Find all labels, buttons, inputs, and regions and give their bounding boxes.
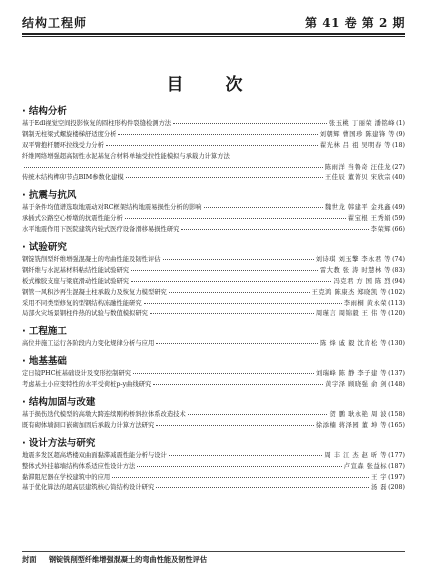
- leader-dots: [188, 414, 328, 415]
- leader-dots: [156, 343, 318, 344]
- section-heading: [22, 241, 405, 255]
- article-authors: 周瑾言 周锦毅 王 伟 等: [315, 310, 388, 318]
- journal-name: 结构工程师: [22, 16, 88, 30]
- article-title: 基于Edl视觉空间投影恢复的圆柱形构件裂缝检测方法: [22, 120, 172, 127]
- section-name: 试验研究: [28, 242, 67, 254]
- article-title: 整体式外挂幕墙结构体系适应性设计方法: [22, 462, 136, 470]
- article-title: 黏滞阻尼器在学校建筑中的应用: [22, 473, 111, 481]
- article-title: 考虑基土小应变特性的水平受荷桩p-y曲线研究: [22, 381, 152, 389]
- toc-section: [22, 325, 405, 350]
- toc-entry[interactable]: [22, 214, 405, 225]
- toc-entry[interactable]: [22, 119, 405, 130]
- article-title: 定日镜PHC桩基础设计及变形控制研究: [22, 370, 131, 378]
- leader-dots: [131, 281, 331, 282]
- toc-entry[interactable]: [22, 369, 405, 380]
- section-heading: [22, 437, 405, 451]
- page-number: (130): [388, 340, 405, 348]
- article-title: 水平地震作用下医院建筑内轮式医疗设备滑移易损性研究: [22, 226, 180, 234]
- toc-entry[interactable]: [22, 277, 405, 288]
- leader-dots: [169, 455, 323, 456]
- article-title: 钢纤维与水泥基材料粘结性能试验研究: [22, 266, 130, 274]
- toc-entry[interactable]: [22, 266, 405, 277]
- page-number: (9): [396, 130, 405, 138]
- page-title: 目 次: [166, 75, 261, 95]
- toc-entry[interactable]: [22, 141, 405, 152]
- page-number: (18): [392, 141, 405, 149]
- cover-label: 封面: [22, 555, 37, 564]
- bullet-icon: ·: [22, 326, 26, 338]
- article-title: 局部火灾场景钢柱件热的试验与数值模拟研究: [22, 310, 148, 318]
- article-authors: 冯克君 方 国 陈 烈: [333, 277, 392, 285]
- article-title: 钢锭铣削型纤维增强混凝土的弯曲性能及韧性评估: [22, 256, 161, 264]
- article-title: 基于条件均值谱选取地震动对RC框架结构地震易损性分析的影响: [22, 204, 202, 212]
- toc-entry[interactable]: [22, 152, 405, 163]
- article-authors: 王 宇: [370, 473, 388, 481]
- page-number: (137): [388, 370, 405, 378]
- article-title: 基于损伤迭代模型的高墩大跨连续刚构桥斜拉体系改造技术: [22, 411, 186, 419]
- footer-rule: [22, 551, 405, 552]
- article-title: 钢管一风积沙再生混凝土柱承载力及恢复力模型研究: [22, 288, 167, 296]
- leader-dots: [106, 145, 318, 146]
- toc-entry[interactable]: [22, 462, 405, 473]
- toc-entry[interactable]: [22, 309, 405, 320]
- toc-section: [22, 241, 405, 320]
- toc-section: [22, 189, 405, 236]
- toc-entry[interactable]: [22, 163, 405, 174]
- page-number: (40): [392, 174, 405, 182]
- leader-dots: [137, 466, 341, 467]
- toc-entry[interactable]: [22, 288, 405, 299]
- section-name: 工程施工: [28, 326, 67, 338]
- article-title: 纤维网络增强超高韧性水泥基复合材料单轴受拉性能模拟与承载力计算方法: [22, 152, 230, 160]
- article-authors: 魏世龙 韩建平 金兆鑫: [324, 204, 392, 212]
- article-title: 基于优化算法的超高层建筑核心筒结构设计研究: [22, 484, 155, 492]
- article-authors: 翟宝根 王秀娟: [347, 215, 392, 223]
- section-heading: [22, 189, 405, 203]
- leader-dots: [163, 259, 314, 260]
- toc-entry[interactable]: [22, 130, 405, 141]
- leader-dots: [153, 384, 323, 385]
- article-authors: 贺 鹏 耿永艳 周 波: [329, 411, 388, 419]
- page-number: (165): [388, 421, 405, 429]
- article-title: 板式橡胶支座与梁底滑动性能试验研究: [22, 277, 130, 285]
- article-authors: 徐添楠 蒋泽园 董 坤 等: [315, 421, 388, 429]
- article-authors: 刘朝辉 曹国珍 陈建锋 等: [319, 130, 396, 138]
- page-number: (49): [392, 204, 405, 212]
- bullet-icon: ·: [22, 437, 26, 449]
- page-number: (27): [392, 163, 405, 171]
- article-title: 高位井施工运行各阶段内力变化规律分析与应用: [22, 340, 155, 348]
- section-name: 结构加固与改建: [28, 397, 96, 409]
- article-authors: 李荣辉: [370, 226, 392, 234]
- page-number: (102): [388, 288, 405, 296]
- article-authors: 王佳辰 董菁贝 宋欣宗: [324, 174, 392, 182]
- section-name: 结构分析: [28, 106, 67, 117]
- page-number: (177): [388, 451, 405, 459]
- article-authors: 刘诗琪 刘玉擎 李永君 等: [315, 256, 392, 264]
- page-number: (59): [392, 215, 405, 223]
- toc-section: [22, 355, 405, 391]
- leader-dots: [156, 425, 314, 426]
- toc-entry[interactable]: [22, 255, 405, 266]
- leader-dots: [181, 229, 368, 230]
- leader-dots: [150, 313, 314, 314]
- toc-entry[interactable]: [22, 203, 405, 214]
- toc-entry[interactable]: [22, 421, 405, 432]
- leader-dots: [131, 270, 318, 271]
- section-name: 抗震与抗风: [28, 190, 77, 202]
- leader-dots: [118, 134, 317, 135]
- section-heading: [22, 325, 405, 339]
- article-authors: 王克鸿 陈康杰 郑晓凯 等: [311, 288, 388, 296]
- page-number: (208): [388, 484, 405, 492]
- leader-dots: [169, 292, 310, 293]
- toc-entry[interactable]: [22, 473, 405, 484]
- article-authors: 汤 磊: [370, 484, 388, 492]
- toc-entry[interactable]: [22, 173, 405, 184]
- toc-entry[interactable]: [22, 451, 405, 462]
- article-authors: 刘瑞峰 陈 静 李子建 等: [315, 370, 388, 378]
- leader-dots: [112, 477, 369, 478]
- leader-dots: [173, 123, 327, 124]
- article-title: 传统木结构榫卯节点BIM参数化建模: [22, 174, 124, 182]
- article-authors: 张玉桃 丁丽荣 潘铭峰: [328, 120, 396, 127]
- toc-entry[interactable]: [22, 299, 405, 310]
- leader-dots: [24, 167, 323, 168]
- page-number: (120): [388, 310, 405, 318]
- leader-dots: [133, 373, 314, 374]
- article-authors: 黄宇泽 顾晓强 俞 剑: [325, 381, 388, 389]
- leader-dots: [125, 218, 346, 219]
- leader-dots: [156, 487, 369, 488]
- page-number: (83): [392, 266, 405, 274]
- section-heading: [22, 355, 405, 369]
- article-title: 采用不同类型修复的型钢结构冻融性能研究: [22, 299, 142, 307]
- page-number: (113): [388, 299, 405, 307]
- cover-note: [22, 555, 405, 565]
- article-title: 钢制无柱梁式螺旋楼梯舒适度分析: [22, 130, 117, 138]
- article-title: 承插式公路空心桥墩的抗震性能分析: [22, 215, 123, 223]
- article-authors: 卢宣森 张益标: [343, 462, 388, 470]
- article-authors: 陈 烽 戚 毅 沈肯松 等: [320, 340, 388, 348]
- article-authors: 翟光林 吕 祖 吴明春 等: [319, 141, 392, 149]
- toc-entry[interactable]: [22, 410, 405, 421]
- table-of-contents: [22, 100, 405, 494]
- article-authors: 周 丰 江 杰 赵 昕 等: [324, 451, 388, 459]
- article-title: 双平臂抱杆腰环拉线受力分析: [22, 141, 104, 149]
- section-heading: [22, 396, 405, 410]
- page-number: (74): [392, 256, 405, 264]
- leader-dots: [144, 303, 342, 304]
- article-authors: 雷大教 张 涛 时慧林 等: [319, 266, 392, 274]
- header-rule: [22, 33, 405, 35]
- article-title: 地震多发区超高塔楼双曲面黏滞减震性能分析与设计: [22, 451, 167, 459]
- page-number: (94): [392, 277, 405, 285]
- toc-entry[interactable]: [22, 483, 405, 494]
- section-heading: [22, 105, 405, 119]
- toc-section: [22, 396, 405, 432]
- toc-section: [22, 437, 405, 495]
- toc-entry[interactable]: [22, 380, 405, 391]
- cover-text: 钢锭铣削型纤维增强混凝土的弯曲性能及韧性评估: [48, 555, 208, 564]
- section-name: 设计方法与研究: [28, 437, 96, 449]
- issue-number: 第 41 卷 第 2 期: [305, 16, 405, 30]
- page-number: (1): [396, 120, 405, 127]
- article-title: 既有砌体墙洞口嵌砌加固后承载力计算方法研究: [22, 421, 155, 429]
- article-authors: 陈雨洋 当鲁奇 汪佳龙: [324, 163, 392, 171]
- bullet-icon: ·: [22, 242, 26, 254]
- header-rule-thin: [22, 36, 405, 37]
- bullet-icon: ·: [22, 397, 26, 409]
- page-number: (187): [388, 462, 405, 470]
- leader-dots: [126, 177, 323, 178]
- bullet-icon: ·: [22, 356, 26, 368]
- page-number: (66): [392, 226, 405, 234]
- running-header: [22, 12, 405, 34]
- section-name: 地基基础: [28, 356, 67, 368]
- page-number: (158): [388, 411, 405, 419]
- bullet-icon: ·: [22, 190, 26, 202]
- page-number: (148): [388, 381, 405, 389]
- bullet-icon: ·: [22, 106, 26, 117]
- page-number: (197): [388, 473, 405, 481]
- article-authors: 李雨桐 黄永荣: [343, 299, 388, 307]
- toc-entry[interactable]: [22, 225, 405, 236]
- toc-section: [22, 105, 405, 184]
- leader-dots: [204, 207, 323, 208]
- toc-entry[interactable]: [22, 339, 405, 350]
